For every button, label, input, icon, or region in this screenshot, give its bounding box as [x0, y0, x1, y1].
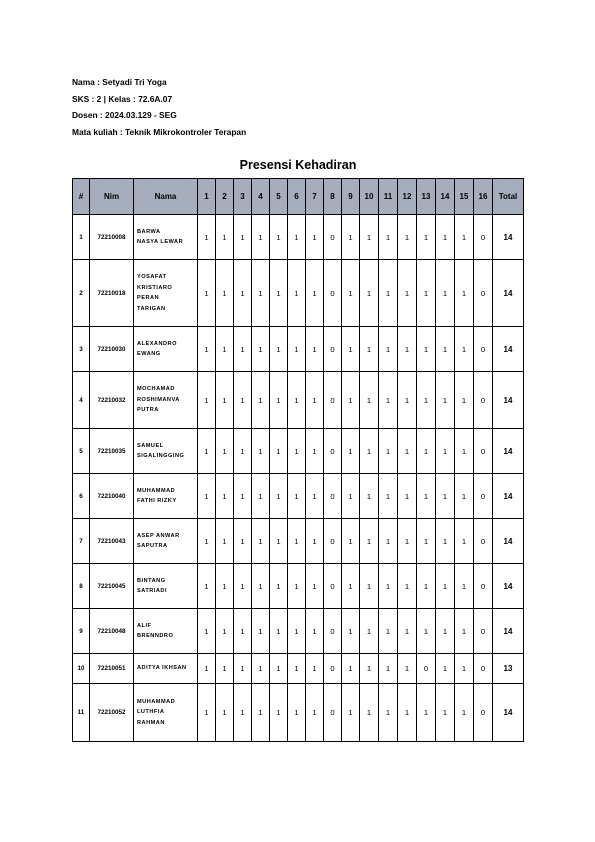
- student-name: Nama : Setyadi Tri Yoga: [72, 77, 167, 87]
- student-name-line: MUHAMMAD: [137, 487, 176, 494]
- attendance-cell: 1: [288, 564, 306, 609]
- row-number: 11: [73, 684, 90, 742]
- student-nim: 72210032: [90, 372, 134, 429]
- attendance-cell: 0: [474, 684, 493, 742]
- attendance-cell: 1: [288, 260, 306, 327]
- attendance-cell: 1: [270, 654, 288, 684]
- attendance-total: 14: [493, 260, 524, 327]
- student-name-line: NASYA LEWAR: [137, 239, 184, 245]
- attendance-cell: 1: [198, 684, 216, 742]
- sks-class: SKS : 2 | Kelas : 72.6A.07: [72, 93, 173, 104]
- column-header: 12: [398, 179, 417, 215]
- column-header: 8: [324, 179, 342, 215]
- attendance-cell: 1: [342, 684, 360, 742]
- row-number: 1: [73, 215, 90, 260]
- student-name-line: TARIGAN: [137, 305, 166, 312]
- attendance-cell: 1: [455, 327, 474, 372]
- attendance-cell: 1: [252, 215, 270, 260]
- student-name-cell: [134, 429, 198, 474]
- attendance-total: 14: [493, 327, 524, 372]
- column-header: 7: [306, 179, 324, 215]
- column-header: 1: [198, 179, 216, 215]
- attendance-cell: 1: [234, 327, 252, 372]
- row-number: 3: [73, 327, 90, 372]
- attendance-cell: 1: [360, 519, 379, 564]
- attendance-cell: 1: [342, 327, 360, 372]
- attendance-cell: 1: [270, 429, 288, 474]
- attendance-table: [72, 178, 524, 742]
- attendance-cell: 1: [288, 684, 306, 742]
- attendance-cell: 0: [474, 519, 493, 564]
- column-header: 13: [417, 179, 436, 215]
- attendance-cell: 1: [398, 260, 417, 327]
- attendance-cell: 1: [234, 654, 252, 684]
- student-name-line: MOCHAMAD: [137, 386, 175, 393]
- attendance-cell: 1: [270, 474, 288, 519]
- attendance-cell: 0: [474, 215, 493, 260]
- table-row: [73, 519, 524, 564]
- student-name-cell: [134, 564, 198, 609]
- table-row: [73, 327, 524, 372]
- attendance-cell: 1: [417, 684, 436, 742]
- column-header: 3: [234, 179, 252, 215]
- attendance-cell: 1: [360, 429, 379, 474]
- attendance-cell: 1: [306, 519, 324, 564]
- attendance-cell: 1: [379, 327, 398, 372]
- attendance-cell: 1: [417, 564, 436, 609]
- attendance-cell: 1: [252, 474, 270, 519]
- attendance-cell: 0: [324, 327, 342, 372]
- attendance-cell: 1: [198, 215, 216, 260]
- attendance-cell: 0: [324, 684, 342, 742]
- attendance-cell: 1: [398, 519, 417, 564]
- student-name-line: BINTANG: [137, 577, 166, 584]
- attendance-cell: 1: [379, 474, 398, 519]
- attendance-cell: 1: [455, 372, 474, 429]
- document-header: [72, 74, 246, 140]
- attendance-cell: 1: [198, 564, 216, 609]
- student-name-line: ASEP ANWAR: [137, 532, 180, 539]
- attendance-cell: 1: [216, 684, 234, 742]
- attendance-cell: 1: [306, 564, 324, 609]
- column-header: 15: [455, 179, 474, 215]
- attendance-cell: 0: [324, 519, 342, 564]
- course-name: Mata kuliah : Teknik Mikrokontroler Terapan: [72, 126, 247, 137]
- attendance-cell: 0: [324, 609, 342, 654]
- attendance-cell: 1: [252, 429, 270, 474]
- row-number: 2: [73, 260, 90, 327]
- attendance-cell: 1: [234, 564, 252, 609]
- attendance-cell: 1: [360, 474, 379, 519]
- attendance-cell: 1: [252, 519, 270, 564]
- attendance-cell: 1: [306, 429, 324, 474]
- column-header: 11: [379, 179, 398, 215]
- attendance-cell: 1: [360, 260, 379, 327]
- attendance-cell: 0: [474, 327, 493, 372]
- attendance-cell: 1: [234, 429, 252, 474]
- attendance-cell: 0: [324, 474, 342, 519]
- attendance-cell: 1: [216, 474, 234, 519]
- column-header: 4: [252, 179, 270, 215]
- attendance-cell: 1: [398, 215, 417, 260]
- student-name-line: MUHAMMAD: [137, 698, 176, 705]
- attendance-cell: 1: [417, 474, 436, 519]
- attendance-cell: 1: [252, 609, 270, 654]
- student-name-line: BRENNDRO: [137, 633, 174, 639]
- attendance-total: 14: [493, 429, 524, 474]
- attendance-cell: 1: [379, 564, 398, 609]
- attendance-cell: 1: [417, 519, 436, 564]
- attendance-cell: 1: [436, 327, 455, 372]
- attendance-cell: 0: [324, 564, 342, 609]
- attendance-cell: 1: [288, 609, 306, 654]
- attendance-cell: 1: [360, 654, 379, 684]
- attendance-cell: 1: [252, 327, 270, 372]
- table-header-row: [73, 179, 524, 215]
- attendance-cell: 1: [234, 519, 252, 564]
- attendance-cell: 1: [379, 215, 398, 260]
- attendance-cell: 1: [234, 260, 252, 327]
- attendance-cell: 1: [360, 215, 379, 260]
- attendance-cell: 1: [270, 327, 288, 372]
- attendance-cell: 1: [270, 372, 288, 429]
- attendance-cell: 1: [306, 260, 324, 327]
- attendance-cell: 1: [252, 260, 270, 327]
- column-header: 14: [436, 179, 455, 215]
- attendance-cell: 1: [198, 429, 216, 474]
- attendance-cell: 1: [417, 429, 436, 474]
- row-number: 10: [73, 654, 90, 684]
- student-name-cell: [134, 684, 198, 742]
- student-name-line: SAMUEL: [137, 442, 164, 449]
- attendance-cell: 1: [455, 609, 474, 654]
- student-name-line: BARWA: [137, 228, 161, 235]
- attendance-cell: 1: [398, 564, 417, 609]
- attendance-cell: 1: [398, 609, 417, 654]
- attendance-cell: 0: [474, 654, 493, 684]
- attendance-cell: 1: [234, 215, 252, 260]
- attendance-cell: 1: [455, 654, 474, 684]
- student-nim: 72210030: [90, 327, 134, 372]
- attendance-cell: 1: [306, 327, 324, 372]
- attendance-cell: 1: [398, 474, 417, 519]
- attendance-cell: 1: [436, 564, 455, 609]
- attendance-total: 14: [493, 474, 524, 519]
- student-name-line: PUTRA: [137, 407, 159, 414]
- attendance-cell: 1: [436, 609, 455, 654]
- attendance-cell: 1: [306, 609, 324, 654]
- attendance-cell: 1: [436, 519, 455, 564]
- row-number: 6: [73, 474, 90, 519]
- attendance-cell: 1: [306, 654, 324, 684]
- attendance-cell: 1: [198, 654, 216, 684]
- attendance-cell: 0: [324, 215, 342, 260]
- attendance-cell: 0: [324, 260, 342, 327]
- attendance-cell: 0: [474, 564, 493, 609]
- table-row: [73, 684, 524, 742]
- table-row: [73, 564, 524, 609]
- attendance-cell: 1: [436, 654, 455, 684]
- attendance-cell: 1: [436, 372, 455, 429]
- attendance-cell: 1: [252, 564, 270, 609]
- attendance-cell: 1: [360, 564, 379, 609]
- attendance-cell: 1: [216, 654, 234, 684]
- attendance-cell: 0: [474, 372, 493, 429]
- attendance-cell: 1: [455, 519, 474, 564]
- attendance-cell: 1: [234, 609, 252, 654]
- student-name-cell: [134, 327, 198, 372]
- attendance-total: 14: [493, 564, 524, 609]
- column-header: 5: [270, 179, 288, 215]
- attendance-cell: 1: [270, 609, 288, 654]
- student-name-line: ADITYA IKHSAN: [137, 665, 187, 672]
- attendance-cell: 0: [324, 372, 342, 429]
- attendance-cell: 1: [288, 519, 306, 564]
- attendance-cell: 0: [474, 260, 493, 327]
- attendance-cell: 1: [436, 215, 455, 260]
- attendance-cell: 0: [474, 474, 493, 519]
- student-name-cell: [134, 260, 198, 327]
- attendance-cell: 1: [342, 215, 360, 260]
- attendance-cell: 1: [216, 215, 234, 260]
- attendance-cell: 1: [436, 474, 455, 519]
- attendance-cell: 1: [270, 215, 288, 260]
- attendance-cell: 1: [360, 684, 379, 742]
- row-number: 4: [73, 372, 90, 429]
- attendance-cell: 1: [288, 429, 306, 474]
- table-row: [73, 429, 524, 474]
- attendance-cell: 1: [379, 684, 398, 742]
- attendance-total: 14: [493, 215, 524, 260]
- attendance-cell: 1: [216, 372, 234, 429]
- attendance-cell: 0: [324, 429, 342, 474]
- attendance-cell: 1: [342, 474, 360, 519]
- student-name-cell: [134, 654, 198, 684]
- attendance-cell: 1: [342, 654, 360, 684]
- attendance-cell: 1: [306, 474, 324, 519]
- student-name-cell: [134, 372, 198, 429]
- attendance-cell: 1: [198, 474, 216, 519]
- attendance-cell: 1: [270, 519, 288, 564]
- attendance-cell: 1: [306, 372, 324, 429]
- student-name-line: KRISTIARO: [137, 284, 173, 291]
- student-nim: 72210008: [90, 215, 134, 260]
- table-row: [73, 654, 524, 684]
- attendance-cell: 1: [436, 684, 455, 742]
- attendance-cell: 1: [234, 474, 252, 519]
- attendance-cell: 1: [360, 609, 379, 654]
- attendance-cell: 1: [252, 684, 270, 742]
- attendance-cell: 1: [252, 372, 270, 429]
- attendance-total: 13: [493, 654, 524, 684]
- attendance-cell: 1: [234, 684, 252, 742]
- column-header: 10: [360, 179, 379, 215]
- attendance-total: 14: [493, 609, 524, 654]
- column-header: Total: [493, 179, 524, 215]
- student-nim: 72210018: [90, 260, 134, 327]
- student-nim: 72210045: [90, 564, 134, 609]
- student-nim: 72210043: [90, 519, 134, 564]
- table-row: [73, 609, 524, 654]
- student-nim: 72210052: [90, 684, 134, 742]
- attendance-total: 14: [493, 519, 524, 564]
- attendance-cell: 1: [198, 519, 216, 564]
- attendance-cell: 1: [398, 372, 417, 429]
- attendance-cell: 1: [288, 474, 306, 519]
- student-name-cell: [134, 215, 198, 260]
- attendance-cell: 1: [288, 372, 306, 429]
- attendance-cell: 1: [398, 684, 417, 742]
- page-title: Presensi Kehadiran: [239, 158, 357, 172]
- student-name-line: SAPUTRA: [137, 543, 168, 549]
- attendance-cell: 1: [216, 519, 234, 564]
- attendance-cell: 1: [198, 372, 216, 429]
- attendance-cell: 1: [288, 215, 306, 260]
- attendance-cell: 1: [216, 260, 234, 327]
- attendance-cell: 1: [216, 327, 234, 372]
- attendance-cell: 1: [455, 260, 474, 327]
- attendance-cell: 1: [398, 654, 417, 684]
- student-nim: 72210048: [90, 609, 134, 654]
- attendance-cell: 1: [234, 372, 252, 429]
- student-name-line: ALIF: [137, 622, 152, 629]
- student-name-line: RAHMAN: [137, 719, 165, 726]
- student-name-cell: [134, 609, 198, 654]
- student-name-line: EWANG: [137, 351, 161, 357]
- student-name-line: SATRIADI: [137, 588, 167, 594]
- attendance-cell: 1: [398, 429, 417, 474]
- attendance-cell: 1: [288, 654, 306, 684]
- attendance-cell: 1: [198, 609, 216, 654]
- row-number: 9: [73, 609, 90, 654]
- attendance-cell: 1: [342, 564, 360, 609]
- attendance-total: 14: [493, 372, 524, 429]
- student-name-line: SIGALINGGING: [137, 453, 185, 459]
- attendance-cell: 1: [270, 684, 288, 742]
- attendance-cell: 1: [379, 260, 398, 327]
- attendance-cell: 1: [455, 215, 474, 260]
- attendance-cell: 1: [436, 260, 455, 327]
- student-nim: 72210051: [90, 654, 134, 684]
- student-name-line: PERAN: [137, 295, 160, 301]
- attendance-cell: 1: [436, 429, 455, 474]
- attendance-cell: 1: [288, 327, 306, 372]
- attendance-cell: 1: [342, 372, 360, 429]
- student-name-line: ROSHIMANVA: [137, 396, 180, 403]
- attendance-cell: 0: [474, 429, 493, 474]
- attendance-cell: 1: [417, 260, 436, 327]
- attendance-cell: 1: [306, 215, 324, 260]
- attendance-cell: 1: [198, 327, 216, 372]
- column-header: 9: [342, 179, 360, 215]
- column-header: Nim: [90, 179, 134, 215]
- column-header: #: [73, 179, 90, 215]
- table-row: [73, 372, 524, 429]
- row-number: 5: [73, 429, 90, 474]
- student-name-line: LUTHFIA: [137, 709, 165, 716]
- attendance-cell: 1: [417, 609, 436, 654]
- attendance-cell: 1: [379, 609, 398, 654]
- attendance-cell: 1: [455, 474, 474, 519]
- student-name-line: YOSAFAT: [137, 274, 167, 280]
- attendance-cell: 1: [360, 327, 379, 372]
- attendance-cell: 0: [474, 609, 493, 654]
- table-row: [73, 474, 524, 519]
- attendance-cell: 1: [252, 654, 270, 684]
- attendance-cell: 1: [342, 609, 360, 654]
- column-header: 2: [216, 179, 234, 215]
- student-nim: 72210040: [90, 474, 134, 519]
- attendance-cell: 1: [198, 260, 216, 327]
- attendance-cell: 1: [455, 564, 474, 609]
- attendance-cell: 1: [216, 609, 234, 654]
- attendance-cell: 1: [417, 215, 436, 260]
- attendance-cell: 1: [216, 429, 234, 474]
- student-name-line: ALEXANDRO: [137, 340, 177, 347]
- column-header: 16: [474, 179, 493, 215]
- student-name-cell: [134, 519, 198, 564]
- column-header: Nama: [134, 179, 198, 215]
- attendance-cell: 1: [342, 260, 360, 327]
- attendance-cell: 1: [417, 327, 436, 372]
- attendance-cell: 1: [379, 519, 398, 564]
- table-row: [73, 215, 524, 260]
- attendance-cell: 1: [270, 260, 288, 327]
- attendance-cell: 1: [216, 564, 234, 609]
- student-nim: 72210035: [90, 429, 134, 474]
- student-name-line: FATHI RIZKY: [137, 498, 177, 504]
- attendance-cell: 1: [360, 372, 379, 429]
- attendance-cell: 1: [379, 429, 398, 474]
- lecturer: Dosen : 2024.03.129 - SEG: [72, 110, 177, 121]
- attendance-cell: 1: [379, 372, 398, 429]
- column-header: 6: [288, 179, 306, 215]
- attendance-cell: 1: [455, 684, 474, 742]
- row-number: 7: [73, 519, 90, 564]
- attendance-cell: 0: [417, 654, 436, 684]
- attendance-cell: 1: [342, 519, 360, 564]
- attendance-cell: 0: [324, 654, 342, 684]
- table-row: [73, 260, 524, 327]
- attendance-cell: 1: [306, 684, 324, 742]
- student-name-cell: [134, 474, 198, 519]
- attendance-cell: 1: [455, 429, 474, 474]
- row-number: 8: [73, 564, 90, 609]
- attendance-cell: 1: [398, 327, 417, 372]
- attendance-cell: 1: [379, 654, 398, 684]
- attendance-total: 14: [493, 684, 524, 742]
- attendance-cell: 1: [342, 429, 360, 474]
- attendance-cell: 1: [270, 564, 288, 609]
- attendance-cell: 1: [417, 372, 436, 429]
